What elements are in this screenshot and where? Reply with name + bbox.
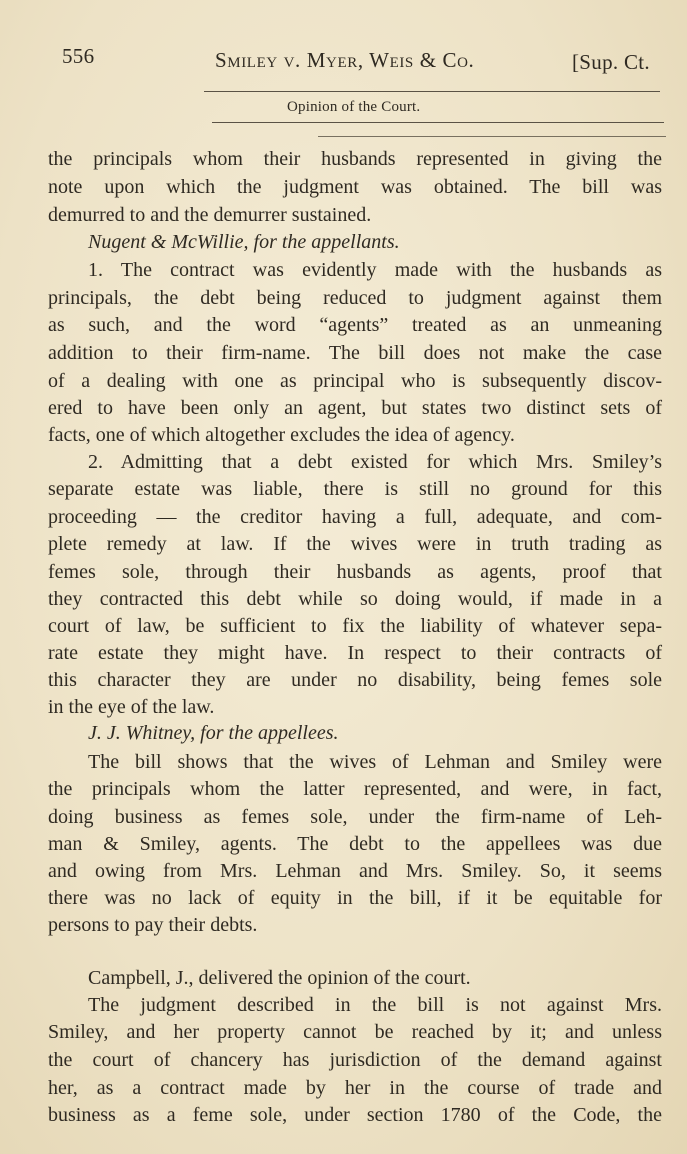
text-line: in the eye of the law. — [48, 696, 215, 718]
text-line: rate estate they might have. In respect to their contracts of — [48, 642, 662, 664]
case-title: Smiley v. Myer, Weis & Co. — [215, 48, 475, 72]
text-line: court of law, be sufficient to fix the liability of whatever sepa- — [48, 615, 662, 637]
text-line: her, as a contract made by her in the course of trade and — [48, 1077, 662, 1099]
opinion-intro-line: Campbell, J., delivered the opinion of the court. — [88, 967, 471, 989]
text-line: The judgment described in the bill is not against Mrs. — [88, 994, 662, 1016]
text-line: man & Smiley, agents. The debt to the appellees was due — [48, 833, 662, 855]
text-line: femes sole, through their husbands as agents, proof that — [48, 561, 662, 583]
text-line: The bill shows that the wives of Lehman and Smiley were — [88, 751, 662, 773]
text-line: addition to their firm-name. The bill does not make the case — [48, 342, 662, 364]
text-line: there was no lack of equity in the bill, if it be equitable for — [48, 887, 662, 909]
running-head — [32, 44, 662, 80]
text-line: note upon which the judgment was obtained. The bill was — [48, 176, 662, 198]
section-heading: Opinion of the Court. — [287, 99, 421, 115]
text-line: of a dealing with one as principal who is subsequently discov- — [48, 370, 662, 392]
text-line: persons to pay their debts. — [48, 914, 258, 936]
section-rule — [212, 122, 664, 123]
text-line: they contracted this debt while so doing would, if made in a — [48, 588, 662, 610]
text-line: separate estate was liable, there is still no ground for this — [48, 478, 662, 500]
text-line: as such, and the word “agents” treated as an unmeaning — [48, 314, 662, 336]
text-line: plete remedy at law. If the wives were in truth trading as — [48, 533, 662, 555]
section-rule-lower — [318, 136, 666, 137]
text-line: proceeding — the creditor having a full, adequate, and com- — [48, 506, 662, 528]
text-line: 1. The contract was evidently made with the husbands as — [88, 259, 662, 281]
text-line: the court of chancery has jurisdiction of the demand against — [48, 1049, 662, 1071]
counsel-line: J. J. Whitney, for the appellees. — [88, 722, 339, 744]
text-line: and owing from Mrs. Lehman and Mrs. Smiley. So, it seems — [48, 860, 662, 882]
text-line: ered to have been only an agent, but states two distinct sets of — [48, 397, 662, 419]
counsel-line: Nugent & McWillie, for the appellants. — [88, 231, 400, 253]
text-line: 2. Admitting that a debt existed for which Mrs. Smiley’s — [88, 451, 662, 473]
header-rule — [204, 91, 660, 92]
text-line: principals, the debt being reduced to judgment against them — [48, 287, 662, 309]
text-line: demurred to and the demurrer sustained. — [48, 204, 372, 226]
text-line: the principals whom the latter represented, and were, in fact, — [48, 778, 662, 800]
text-line: business as a feme sole, under section 1780 of the Code, the — [48, 1104, 662, 1126]
court-abbreviation: [Sup. Ct. — [572, 50, 650, 74]
text-line: doing business as femes sole, under the firm-name of Leh- — [48, 806, 662, 828]
text-line: facts, one of which altogether excludes the idea of agency. — [48, 424, 515, 446]
text-line: the principals whom their husbands represented in giving the — [48, 148, 662, 170]
page-number: 556 — [62, 44, 95, 68]
text-line: Smiley, and her property cannot be reached by it; and unless — [48, 1021, 662, 1043]
text-line: this character they are under no disability, being femes sole — [48, 669, 662, 691]
